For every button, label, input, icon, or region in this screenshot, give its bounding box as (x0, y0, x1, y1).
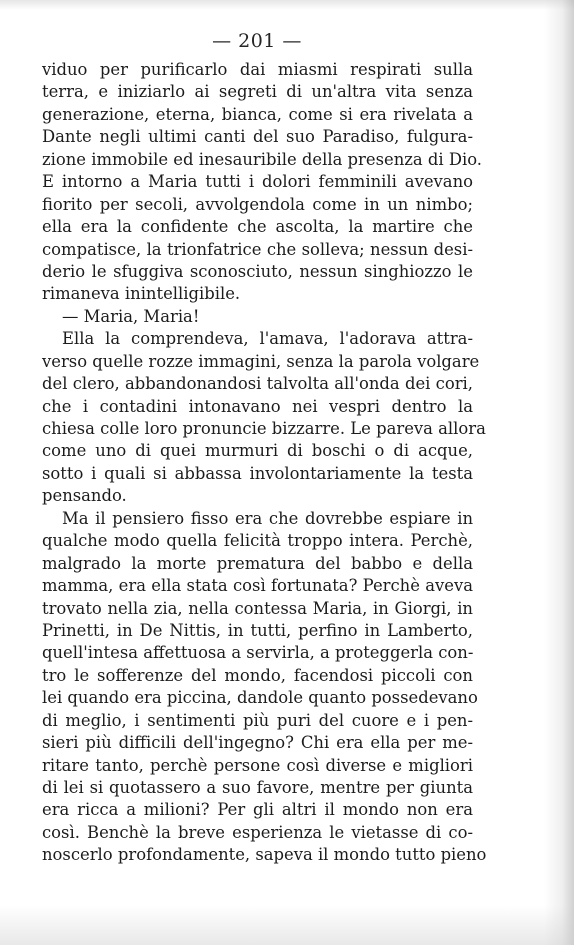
text-line: compatisce, la trionfatrice che solleva; nessun desi- (42, 239, 473, 259)
text-line: del clero, abbandonandosi talvolta all'onda dei cori, (42, 374, 473, 394)
text-line: Dante negli ultimi canti del suo Paradiso, fulgura- (42, 127, 473, 147)
text-line: viduo per purificarlo dai miasmi respirati sulla (42, 60, 473, 79)
text-line: trovato nella zia, nella contessa Maria, in Giorgi, in (42, 598, 473, 618)
text-line: zione immobile ed inesauribile della presenza di Dio. (42, 149, 482, 169)
text-line: — Maria, Maria! (62, 306, 200, 326)
text-line: tro le sofferenze del mondo, facendosi piccoli con (42, 665, 473, 685)
text-line: di meglio, i sentimenti più puri del cuore e i pen- (42, 710, 473, 730)
text-line: che i contadini intonavano nei vespri dentro la (42, 396, 473, 416)
text-line: sieri più difficili dell'ingegno? Chi era ella per me- (42, 733, 473, 753)
text-line: Ella la comprendeva, l'amava, l'adorava attra- (62, 329, 473, 349)
text-line: chiesa colle loro pronuncie bizzarre. Le pareva allora (42, 419, 486, 438)
text-line: malgrado la morte prematura del babbo e della (42, 553, 473, 573)
text-line: rimaneva inintelligibile. (42, 284, 241, 304)
text-line: Prinetti, in De Nittis, in tutti, perfino in Lamberto, (42, 620, 473, 640)
text-line: verso quelle rozze immagini, senza la parola volgare (42, 351, 480, 371)
text-line: ritare tanto, perchè persone così diverse e migliori (42, 755, 473, 775)
text-line: mamma, era ella stata così fortunata? Perchè aveva (42, 576, 473, 596)
text-line: E intorno a Maria tutti i dolori femminili avevano (42, 172, 473, 192)
text-line: noscerlo profondamente, sapeva il mondo tutto pieno (42, 845, 487, 865)
text-line: qualche modo quella felicità troppo intera. Perchè, (42, 531, 473, 551)
text-line: quell'intesa affettuosa a servirla, a proteggerla con- (42, 643, 474, 663)
text-line: era ricca a milioni? Per gli altri il mondo non era (42, 800, 473, 820)
page-number: — 201 — (212, 30, 302, 52)
text-line: fiorito per secoli, avvolgendola come in un nimbo; (42, 194, 473, 214)
text-line: come uno di quei murmuri di boschi o di acque, (42, 441, 473, 461)
scan-shadow-bottom (0, 905, 574, 945)
scan-shadow-edge (544, 0, 574, 945)
text-line: Ma il pensiero fisso era che dovrebbe espiare in (62, 508, 473, 528)
text-line: terra, e iniziarlo ai segreti di un'altra vita senza (42, 82, 473, 102)
text-line: ella era la confidente che ascolta, la martire che (42, 217, 473, 237)
text-line: sotto i quali si abbassa involontariamente la testa (42, 463, 473, 483)
text-line: così. Benchè la breve esperienza le vietasse di co- (42, 822, 473, 842)
text-line: derio le sfuggiva sconosciuto, nessun singhiozzo le (42, 261, 473, 281)
text-line: di lei si quotassero a suo favore, mentre per giunta (42, 778, 473, 797)
scan-shadow-top (0, 0, 574, 10)
text-line: lei quando era piccina, dandole quanto possedevano (42, 688, 478, 708)
text-line: pensando. (42, 486, 127, 506)
text-line: generazione, eterna, bianca, come si era rivelata a (42, 104, 473, 124)
body-text (42, 59, 487, 867)
